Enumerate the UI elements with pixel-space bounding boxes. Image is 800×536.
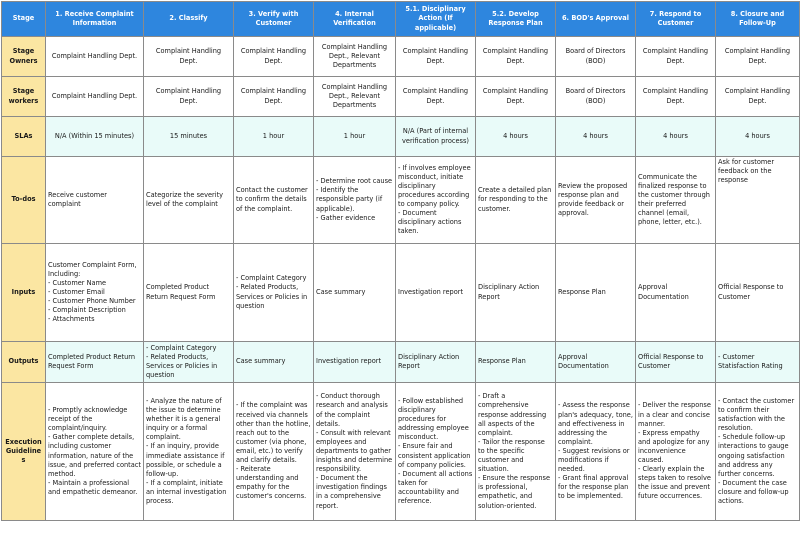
cell-output-3: Case summary <box>234 342 314 383</box>
cell-todo-1: Receive customer complaint <box>46 157 144 244</box>
cell-exec-1: - Promptly acknowledge receipt of the complaint/inquiry. - Gather complete details, including customer information, nature of the issue, and preferred contact method. - Maintain a professional and empathetic demeanor. <box>46 383 144 521</box>
cell-workers-5-2: Complaint Handling Dept. <box>476 77 556 117</box>
cell-owners-6: Board of Directors (BOD) <box>556 37 636 77</box>
cell-todo-5-1: - If involves employee misconduct, initiate disciplinary procedures according to company policy. - Document disciplinary actions taken. <box>396 157 476 244</box>
cell-todo-7: Communicate the finalized response to the customer through their preferred channel (email, phone, letter, etc.). <box>636 157 716 244</box>
cell-workers-5-1: Complaint Handling Dept. <box>396 77 476 117</box>
cell-input-6: Response Plan <box>556 244 636 342</box>
row-label-inputs: Inputs <box>2 244 46 342</box>
cell-todo-2: Categorize the severity level of the complaint <box>144 157 234 244</box>
cell-exec-3: - If the complaint was received via channels other than the hotline, reach out to the customer (via phone, email, etc.) to verify and clarify details. - Reiterate understanding and empathy for the customer's concerns. <box>234 383 314 521</box>
cell-owners-2: Complaint Handling Dept. <box>144 37 234 77</box>
cell-todo-3: Contact the customer to confirm the details of the complaint. <box>234 157 314 244</box>
complaint-process-table <box>1 1 800 521</box>
cell-output-8: - Customer Statisfaction Rating <box>716 342 800 383</box>
row-label-stage-workers: Stage workers <box>2 77 46 117</box>
cell-output-5-1: Disciplinary Action Report <box>396 342 476 383</box>
stage-header-6: 6. BOD's Approval <box>556 2 636 37</box>
row-slas <box>2 117 800 157</box>
header-row <box>2 2 800 37</box>
cell-exec-6: - Assess the response plan's adequacy, tone, and effectiveness in addressing the complaint. - Suggest revisions or modifications if needed. - Grant final approval for the response plan to be implemented. <box>556 383 636 521</box>
cell-workers-3: Complaint Handling Dept. <box>234 77 314 117</box>
cell-todo-8: Ask for customer feedback on the response <box>716 157 800 244</box>
cell-workers-1: Complaint Handling Dept. <box>46 77 144 117</box>
stage-header-8: 8. Closure and Follow-Up <box>716 2 800 37</box>
cell-exec-5-1: - Follow established disciplinary procedures for addressing employee misconduct. - Ensure fair and consistent application of company policies. - Document all actions taken for accountability and reference. <box>396 383 476 521</box>
stage-header-1: 1. Receive Complaint Information <box>46 2 144 37</box>
cell-output-5-2: Response Plan <box>476 342 556 383</box>
cell-owners-4: Complaint Handling Dept., Relevant Departments <box>314 37 396 77</box>
cell-sla-5-2: 4 hours <box>476 117 556 157</box>
cell-sla-4: 1 hour <box>314 117 396 157</box>
cell-sla-5-1: N/A (Part of internal verification process) <box>396 117 476 157</box>
cell-workers-4: Complaint Handling Dept., Relevant Departments <box>314 77 396 117</box>
cell-exec-2: - Analyze the nature of the issue to determine whether it is a general inquiry or a formal complaint. - If an inquiry, provide immediate assistance if possible, or schedule a follow-up. - If a complaint, initiate an internal investigation process. <box>144 383 234 521</box>
cell-input-5-2: Disciplinary Action Report <box>476 244 556 342</box>
cell-input-5-1: Investigation report <box>396 244 476 342</box>
cell-exec-7: - Deliver the response in a clear and concise manner. - Express empathy and apologize for any inconvenience caused. - Clearly explain the steps taken to resolve the issue and prevent future occurrences. <box>636 383 716 521</box>
cell-workers-2: Complaint Handling Dept. <box>144 77 234 117</box>
cell-sla-6: 4 hours <box>556 117 636 157</box>
cell-owners-5-2: Complaint Handling Dept. <box>476 37 556 77</box>
cell-sla-8: 4 hours <box>716 117 800 157</box>
cell-sla-7: 4 hours <box>636 117 716 157</box>
cell-exec-8: - Contact the customer to confirm their satisfaction with the resolution. - Schedule follow-up interactions to gauge ongoing satisfaction and address any further concerns. - Document the case closure and follow-up actions. <box>716 383 800 521</box>
row-stage-workers <box>2 77 800 117</box>
cell-sla-2: 15 minutes <box>144 117 234 157</box>
cell-owners-7: Complaint Handling Dept. <box>636 37 716 77</box>
cell-owners-1: Complaint Handling Dept. <box>46 37 144 77</box>
cell-todo-4: - Determine root cause - Identify the responsible party (if applicable). - Gather evidence <box>314 157 396 244</box>
row-label-todos: To-dos <box>2 157 46 244</box>
cell-output-7: Official Response to Customer <box>636 342 716 383</box>
stage-header-3: 3. Verify with Customer <box>234 2 314 37</box>
row-stage-owners <box>2 37 800 77</box>
row-todos <box>2 157 800 244</box>
row-label-slas: SLAs <box>2 117 46 157</box>
row-label-execution-guidelines: Execution Guidelines <box>2 383 46 521</box>
row-inputs <box>2 244 800 342</box>
cell-input-2: Completed Product Return Request Form <box>144 244 234 342</box>
cell-owners-5-1: Complaint Handling Dept. <box>396 37 476 77</box>
stage-header-7: 7. Respond to Customer <box>636 2 716 37</box>
stage-header-label: Stage <box>2 2 46 37</box>
cell-output-4: Investigation report <box>314 342 396 383</box>
row-outputs <box>2 342 800 383</box>
row-label-outputs: Outputs <box>2 342 46 383</box>
cell-input-7: Approval Documentation <box>636 244 716 342</box>
cell-input-8: Official Response to Customer <box>716 244 800 342</box>
cell-input-1: Customer Complaint Form, Including: - Customer Name - Customer Email - Customer Phone Number - Complaint Description - Attachments <box>46 244 144 342</box>
cell-todo-6: Review the proposed response plan and provide feedback or approval. <box>556 157 636 244</box>
cell-sla-1: N/A (Within 15 minutes) <box>46 117 144 157</box>
stage-header-2: 2. Classify <box>144 2 234 37</box>
cell-output-1: Completed Product Return Request Form <box>46 342 144 383</box>
row-label-stage-owners: Stage Owners <box>2 37 46 77</box>
cell-workers-6: Board of Directors (BOD) <box>556 77 636 117</box>
cell-exec-4: - Conduct thorough research and analysis of the complaint details. - Consult with relevant employees and departments to gather insights and determine responsibility. - Document the investigation findings in a comprehensive report. <box>314 383 396 521</box>
cell-input-3: - Complaint Category - Related Products, Services or Policies in question <box>234 244 314 342</box>
cell-workers-7: Complaint Handling Dept. <box>636 77 716 117</box>
cell-output-2: - Complaint Category - Related Products, Services or Policies in question <box>144 342 234 383</box>
cell-exec-5-2: - Draft a comprehensive response addressing all aspects of the complaint. - Tailor the response to the specific customer and situation. - Ensure the response is professional, empathetic, and solution-oriented. <box>476 383 556 521</box>
stage-header-5-2: 5.2. Develop Response Plan <box>476 2 556 37</box>
cell-input-4: Case summary <box>314 244 396 342</box>
cell-output-6: Approval Documentation <box>556 342 636 383</box>
cell-todo-5-2: Create a detailed plan for responding to the customer. <box>476 157 556 244</box>
cell-sla-3: 1 hour <box>234 117 314 157</box>
cell-owners-8: Complaint Handling Dept. <box>716 37 800 77</box>
stage-header-5-1: 5.1. Disciplinary Action (If applicable) <box>396 2 476 37</box>
cell-workers-8: Complaint Handling Dept. <box>716 77 800 117</box>
row-execution-guidelines <box>2 383 800 521</box>
stage-header-4: 4. Internal Verification <box>314 2 396 37</box>
cell-owners-3: Complaint Handling Dept. <box>234 37 314 77</box>
